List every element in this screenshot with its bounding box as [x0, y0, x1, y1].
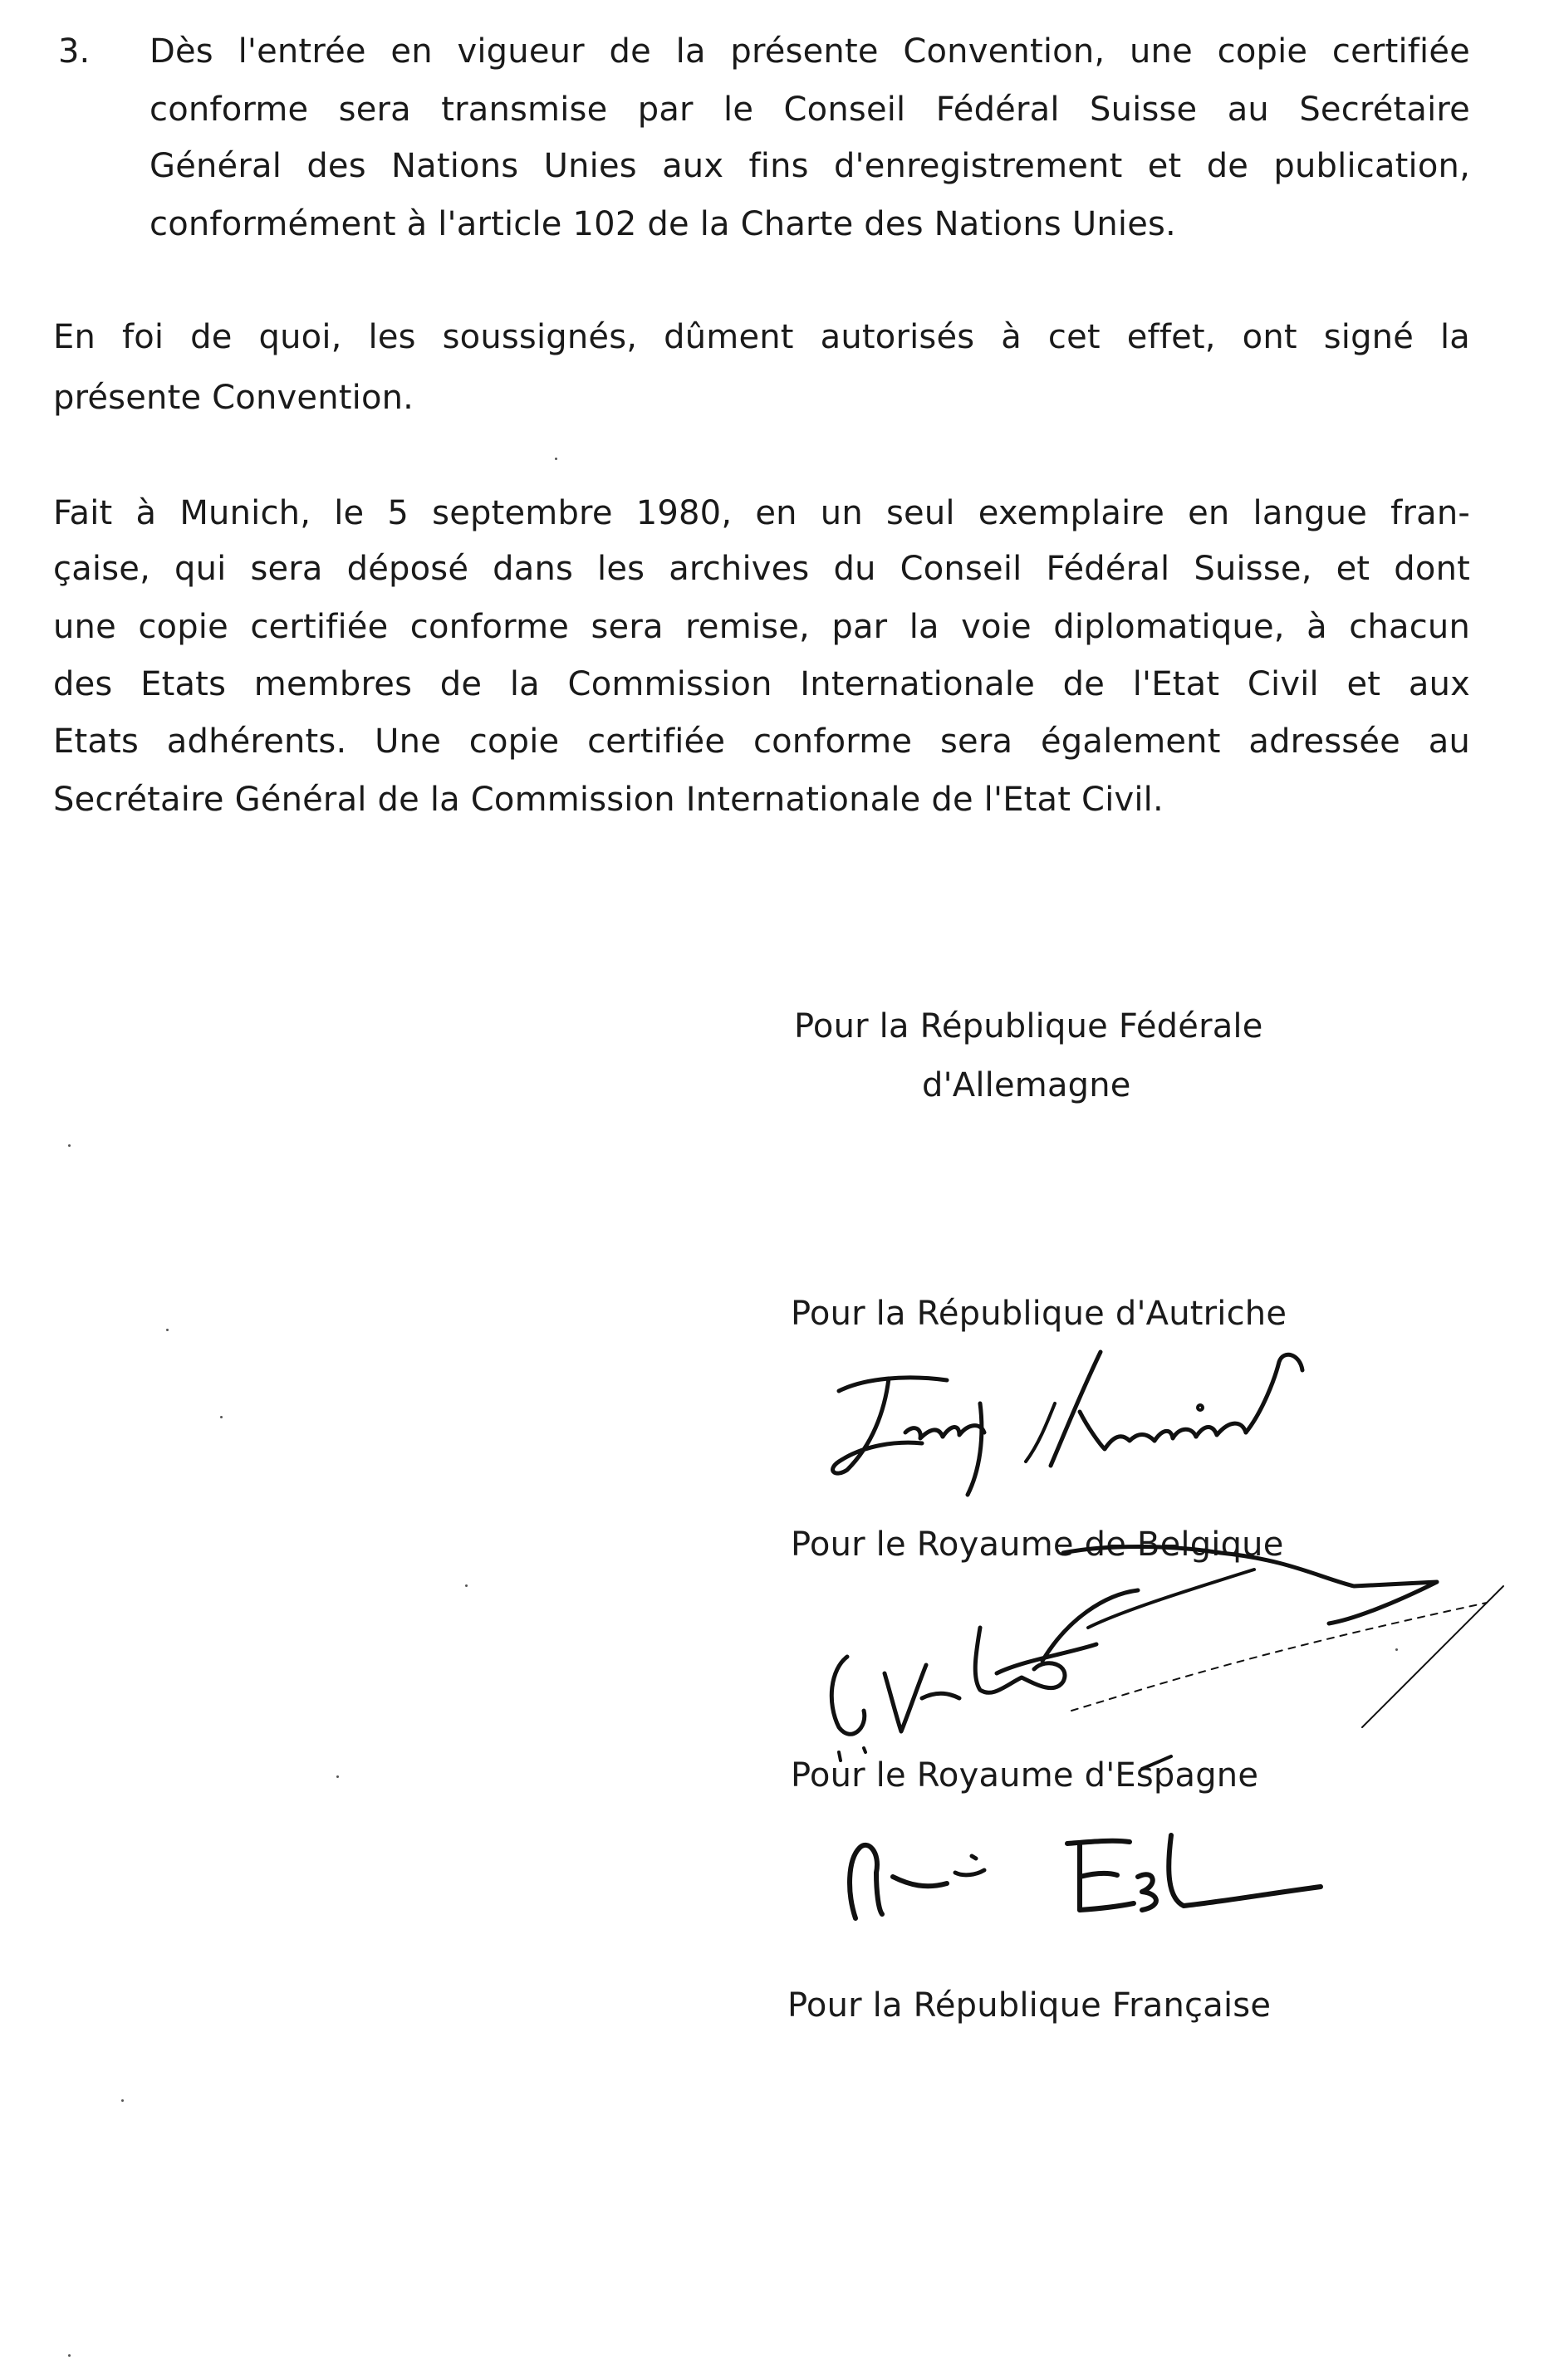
paragraph3-line: des Etats membres de la Commission Internationale de l'Etat Civil et aux — [53, 665, 1470, 703]
scan-speck — [166, 1329, 169, 1331]
signature-spain — [831, 1827, 1346, 1935]
scan-speck — [220, 1416, 223, 1418]
signatory-france: Pour la République Française — [787, 1986, 1272, 2025]
paragraph3-line: Secrétaire Général de la Commission Internationale de l'Etat Civil. — [53, 781, 1164, 819]
signatory-germany-continued: d'Allemagne — [922, 1066, 1131, 1104]
paragraph1-line: Général des Nations Unies aux fins d'enregistrement et de publication, — [150, 147, 1470, 185]
paragraph3-line: une copie certifiée conforme sera remise, par la voie diplomatique, à chacun — [53, 608, 1470, 646]
paragraph1-line: conforme sera transmise par le Conseil Fédéral Suisse au Secrétaire — [150, 91, 1470, 129]
scan-speck — [555, 458, 557, 460]
signatory-austria: Pour la République d'Autriche — [791, 1295, 1287, 1333]
scan-speck — [68, 2354, 71, 2357]
paragraph2-line: présente Convention. — [53, 379, 414, 417]
signatory-germany: Pour la République Fédérale — [794, 1007, 1263, 1046]
paragraph3-line: Etats adhérents. Une copie certifiée conforme sera également adressée au — [53, 722, 1470, 761]
paragraph3-line: çaise, qui sera déposé dans les archives du Conseil Fédéral Suisse, et dont — [53, 550, 1470, 588]
scan-speck — [68, 1144, 71, 1147]
paragraph1-line: conformément à l'article 102 de la Charte des Nations Unies. — [150, 205, 1176, 243]
signature-belgium — [822, 1520, 1512, 1777]
signature-austria — [814, 1345, 1329, 1511]
signatory-belgium: Pour le Royaume de Belgique — [791, 1525, 1284, 1564]
paragraph3-line: Fait à Munich, le 5 septembre 1980, en un seul exemplaire en langue fran- — [53, 494, 1470, 532]
paragraph1-line: Dès l'entrée en vigueur de la présente Convention, une copie certifiée — [150, 32, 1470, 71]
scan-speck — [1395, 1648, 1398, 1651]
scan-speck — [336, 1775, 339, 1778]
signatory-spain: Pour le Royaume d'Espagne — [791, 1756, 1259, 1795]
scan-speck — [465, 1584, 468, 1587]
paragraph-number: 3. — [58, 32, 91, 71]
scan-speck — [121, 2099, 124, 2102]
paragraph2-line: En foi de quoi, les soussignés, dûment autorisés à cet effet, ont signé la — [53, 318, 1470, 356]
